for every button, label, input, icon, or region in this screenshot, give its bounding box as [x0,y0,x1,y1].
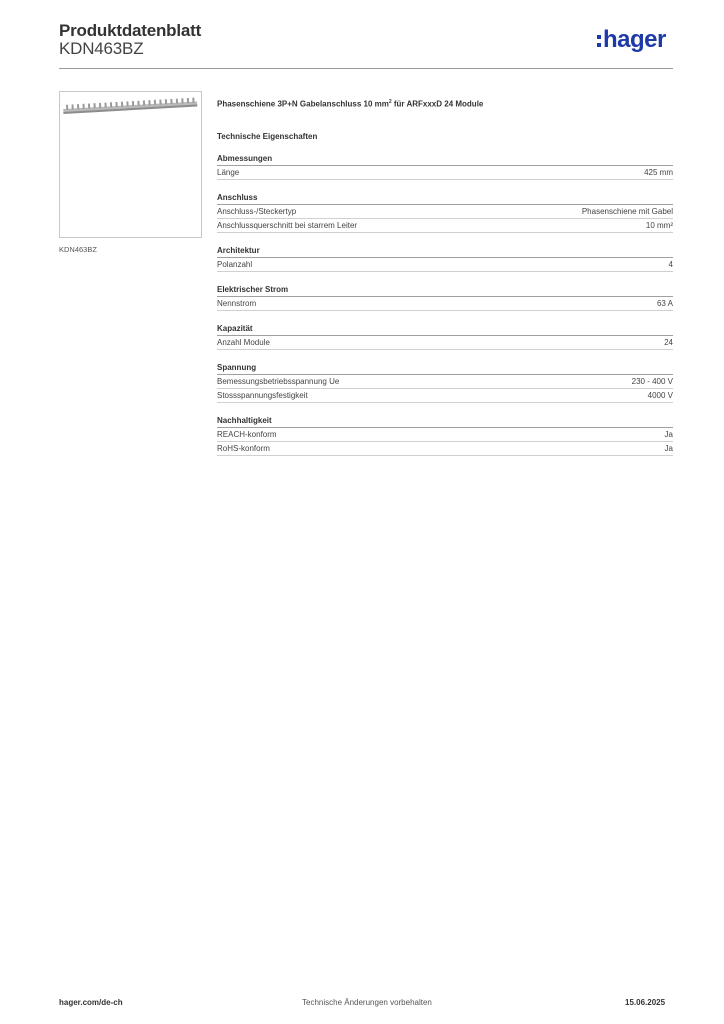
spec-label: Anschlussquerschnitt bei starrem Leiter [217,221,358,230]
spec-value: Ja [664,444,673,453]
logo-text: hager [603,26,666,53]
spec-value: 425 mm [644,168,673,177]
specifications [217,97,673,456]
spec-row [217,219,673,233]
spec-group-title: Elektrischer Strom [217,285,673,297]
spec-label: Stossspannungsfestigkeit [217,391,308,400]
spec-group-title: Abmessungen [217,154,673,166]
spec-group [217,285,673,311]
footer-website[interactable]: hager.com/de-ch [59,998,123,1007]
spec-label: Nennstrom [217,299,257,308]
product-image-caption: KDN463BZ [59,245,97,254]
section-heading: Technische Eigenschaften [217,132,318,141]
spec-label: Polanzahl [217,260,253,269]
spec-group [217,193,673,233]
header-divider [59,68,673,69]
spec-label: REACH-konform [217,430,277,439]
spec-row [217,166,673,180]
spec-value: 4000 V [647,391,673,400]
spec-value: 4 [668,260,673,269]
spec-label: Länge [217,168,240,177]
spec-row [217,389,673,403]
spec-value: Phasenschiene mit Gabel [581,207,673,216]
footer-notice: Technische Änderungen vorbehalten [302,998,432,1007]
spec-row [217,442,673,456]
spec-group [217,324,673,350]
spec-value: 63 A [656,299,673,308]
spec-groups [217,154,673,456]
spec-label: Anzahl Module [217,338,270,347]
product-description: Phasenschiene 3P+N Gabelanschluss 10 $mm^2$ für ARFxxxD 24 Module [217,99,484,109]
spec-group-title: Anschluss [217,193,673,205]
hager-logo [597,25,666,55]
spec-label: Anschluss-/Steckertyp [217,207,297,216]
spec-group [217,416,673,456]
spec-value: 24 [664,338,673,347]
product-code: KDN463BZ [59,39,144,58]
spec-group-title: Kapazität [217,324,673,336]
spec-row [217,336,673,350]
spec-row [217,205,673,219]
spec-label: RoHS-konform [217,444,270,453]
spec-row [217,375,673,389]
page-title: Produktdatenblatt [59,21,202,40]
spec-value: 10 mm² [645,221,673,230]
spec-group [217,246,673,272]
spec-group [217,363,673,403]
product-image [59,91,202,238]
spec-label: Bemessungsbetriebsspannung Ue [217,377,340,386]
spec-group-title: Spannung [217,363,673,375]
spec-row [217,428,673,442]
spec-row [217,258,673,272]
spec-value: 230 - 400 V [631,377,673,386]
spec-group-title: Nachhaltigkeit [217,416,673,428]
footer-date: 15.06.2025 [625,998,666,1007]
spec-row [217,297,673,311]
busbar-picture [60,92,201,237]
spec-value: Ja [664,430,673,439]
spec-group-title: Architektur [217,246,673,258]
spec-group [217,154,673,180]
